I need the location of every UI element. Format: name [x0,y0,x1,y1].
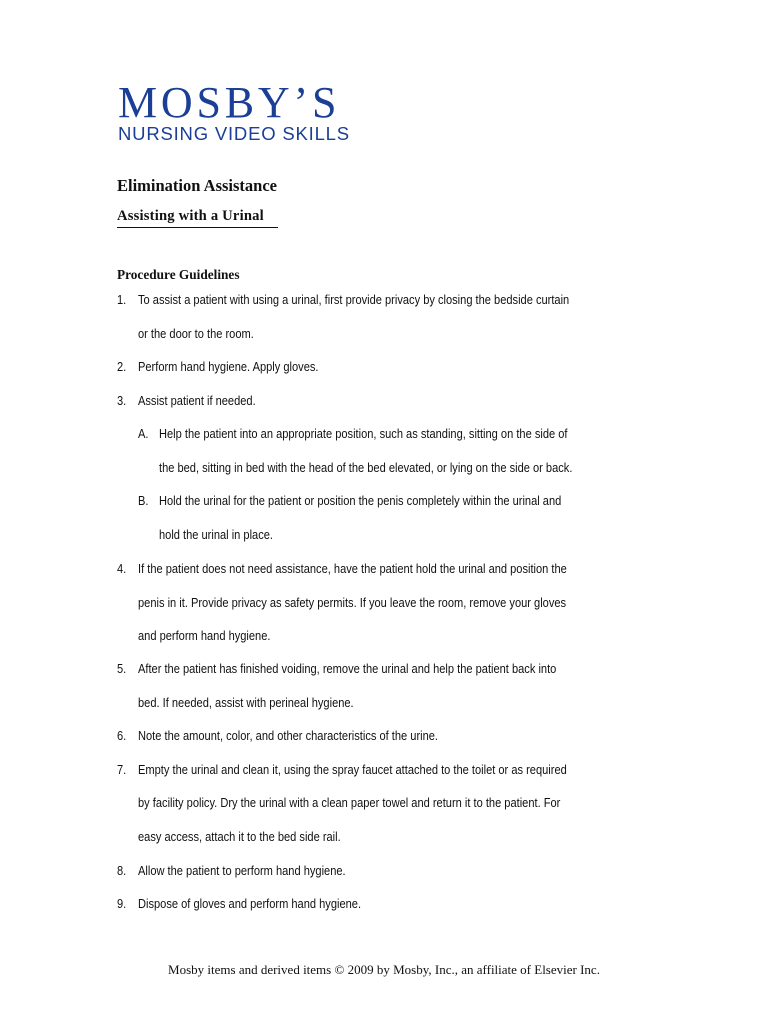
step-number: 5. [117,662,127,676]
step-text-line: If the patient does not need assistance, have the patient hold the urinal and position the [138,562,567,576]
logo-brand: MOSBY’S [118,78,341,127]
substep-text-line: the bed, sitting in bed with the head of the bed elevated, or lying on the side or back. [159,461,573,475]
substep-text-line: hold the urinal in place. [159,528,273,542]
step-text-line: Assist patient if needed. [138,394,256,408]
substep-letter: B. [138,494,149,508]
step-number: 9. [117,897,127,911]
substep-text-line: Help the patient into an appropriate position, such as standing, sitting on the side of [159,427,568,441]
step-text-line: Allow the patient to perform hand hygiene. [138,864,346,878]
step-text-line: Perform hand hygiene. Apply gloves. [138,360,319,374]
step-number: 6. [117,729,127,743]
document-title: Elimination Assistance [117,176,277,195]
step-number: 8. [117,864,127,878]
substep-text-line: Hold the urinal for the patient or position the penis completely within the urinal and [159,494,562,508]
copyright-footer: Mosby items and derived items © 2009 by Mosby, Inc., an affiliate of Elsevier Inc. [168,962,600,977]
step-text-line: or the door to the room. [138,327,254,341]
logo-tagline: NURSING VIDEO SKILLS [118,123,350,144]
section-heading: Procedure Guidelines [117,267,240,282]
step-text-line: by facility policy. Dry the urinal with a clean paper towel and return it to the patient. For [138,796,561,810]
substep-letter: A. [138,427,149,441]
step-text-line: penis in it. Provide privacy as safety permits. If you leave the room, remove your gloves [138,596,567,610]
step-text-line: bed. If needed, assist with perineal hygiene. [138,696,354,710]
step-number: 2. [117,360,127,374]
step-number: 1. [117,293,127,307]
mosbys-logo [118,78,350,145]
step-text-line: Empty the urinal and clean it, using the spray faucet attached to the toilet or as required [138,763,567,777]
step-text-line: Note the amount, color, and other characteristics of the urine. [138,729,439,743]
document-subtitle: Assisting with a Urinal [117,208,264,224]
step-text-line: and perform hand hygiene. [138,629,271,643]
step-text-line: To assist a patient with using a urinal, first provide privacy by closing the bedside curtain [138,293,570,307]
step-text-line: After the patient has finished voiding, remove the urinal and help the patient back into [138,662,557,676]
step-text-line: Dispose of gloves and perform hand hygiene. [138,897,362,911]
step-number: 7. [117,763,127,777]
step-number: 4. [117,562,127,576]
step-number: 3. [117,394,127,408]
step-text-line: easy access, attach it to the bed side rail. [138,830,341,844]
subtitle-underline [117,227,278,228]
